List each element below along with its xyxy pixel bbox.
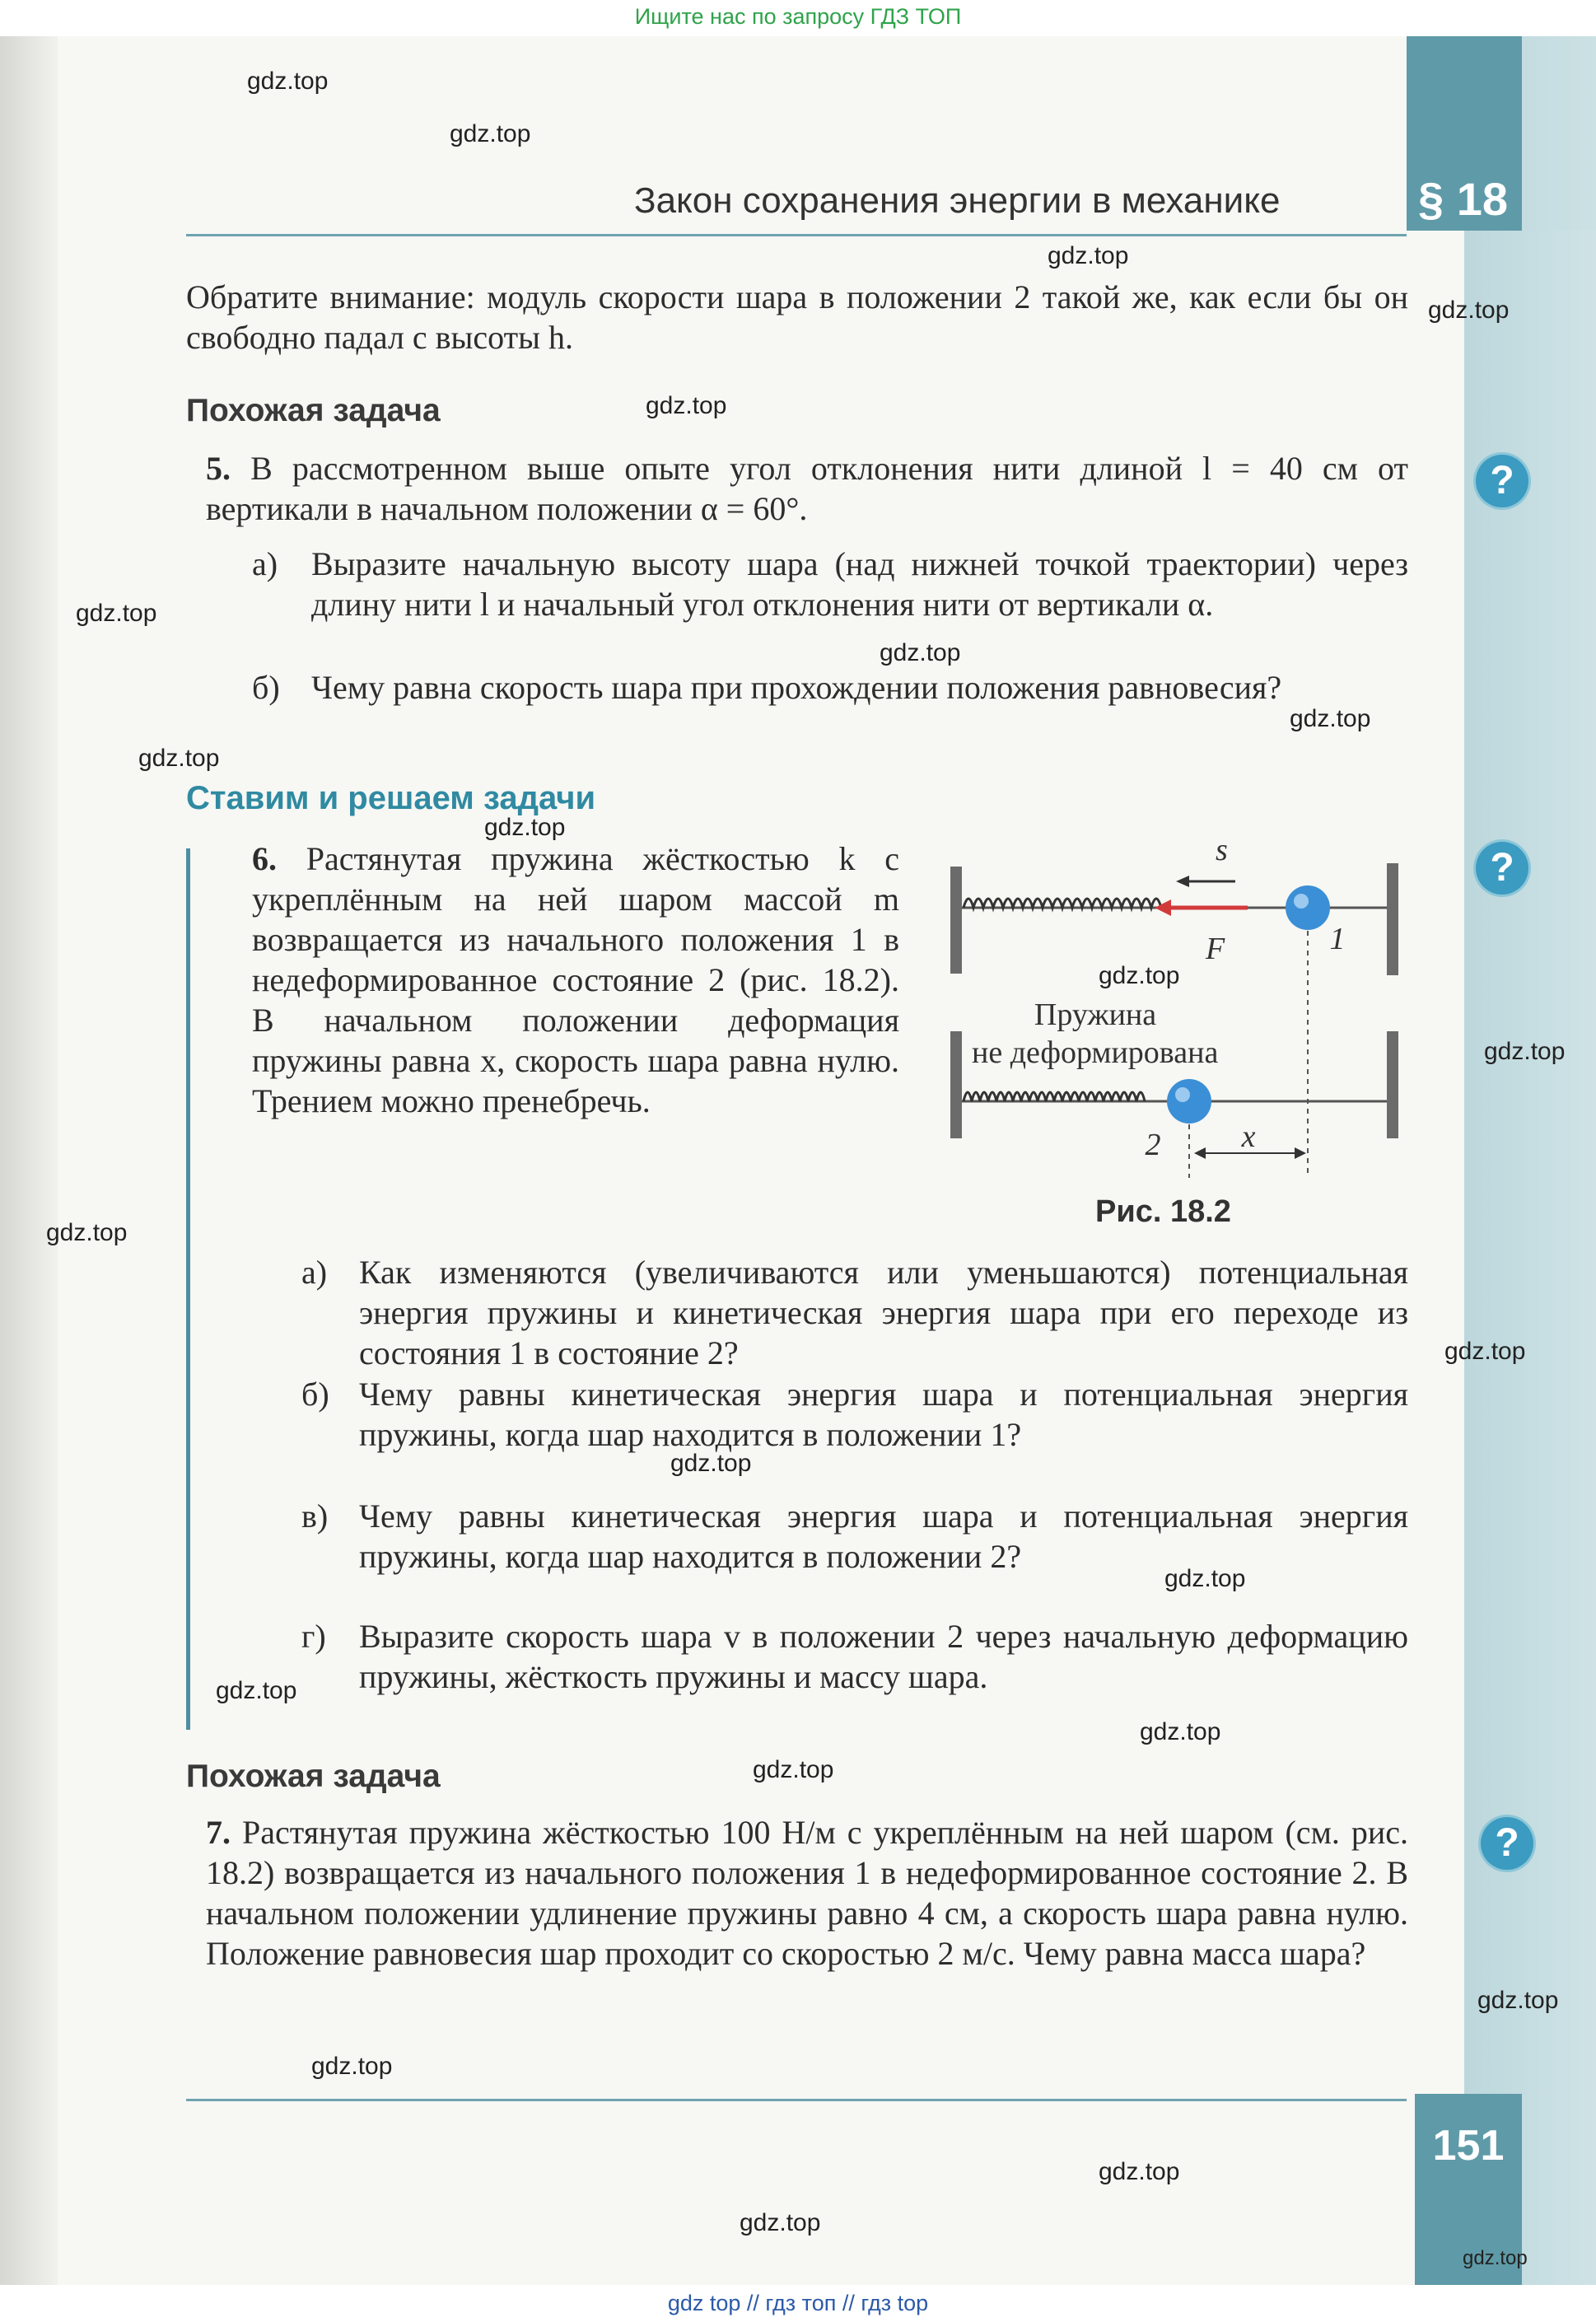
- question-icon: ?: [1476, 842, 1528, 895]
- vector-f-label: F⃗: [1206, 932, 1249, 966]
- task-6b-text: Чему равны кинетическая энергия шара и потенциальная энергия пружины, когда шар находится в положении 1?: [359, 1376, 1408, 1453]
- task-text: Растянутая пружина жёсткостью k с укреплённым на ней шаром массой m возвращается из начального положения 1 в недеформированное состояние 2 (рис. 18.2). В начальном положении деформация пружины равна x, скорость шара равна нулю. Трением можно пренебречь.: [252, 840, 899, 1119]
- spring-note-line1: Пружина: [1034, 997, 1157, 1032]
- watermark: gdz.top: [1164, 1565, 1246, 1592]
- vector-s-label: s⃗: [1216, 833, 1253, 867]
- watermark: gdz.top: [880, 639, 961, 666]
- watermark: gdz.top: [740, 2209, 821, 2236]
- watermark: gdz.top: [76, 600, 157, 627]
- position-2-label: 2: [1145, 1128, 1161, 1162]
- bottom-banner[interactable]: gdz top // гдз топ // гдз top: [667, 2291, 929, 2315]
- footer-divider: [186, 2099, 1407, 2101]
- subtask-label: б): [301, 1376, 329, 1413]
- figure-caption: Рис. 18.2: [1095, 1194, 1231, 1229]
- similar-task-heading: Похожая задача: [186, 1759, 441, 1794]
- task-number: 7.: [206, 1814, 231, 1851]
- task-6a-text: Как изменяются (увеличиваются или уменьшаются) потенциальная энергия пружины и кинетическая энергия шара при его переходе из состояния 1 в состояние 2?: [359, 1254, 1408, 1371]
- page-number: 151: [1432, 2122, 1505, 2170]
- watermark: gdz.top: [216, 1677, 297, 1704]
- watermark: gdz.top: [1484, 1038, 1566, 1065]
- page-gutter-shadow: [0, 36, 58, 2285]
- watermark: gdz.top: [1290, 705, 1371, 732]
- top-banner[interactable]: Ищите нас по запросу ГДЗ ТОП: [634, 4, 962, 29]
- subtask-label: а): [301, 1254, 328, 1291]
- spring-note-line2: не деформирована: [972, 1035, 1219, 1070]
- x-arrowhead-right: [1295, 1147, 1306, 1159]
- task-5: [206, 448, 1408, 529]
- right-wall-bottom: [1387, 1031, 1398, 1138]
- watermark: gdz.top: [46, 1219, 128, 1246]
- task-number: 5.: [206, 450, 231, 487]
- task-6c-text: Чему равны кинетическая энергия шара и потенциальная энергия пружины, когда шар находится в положении 2?: [359, 1497, 1408, 1575]
- task-7: [206, 1812, 1408, 1974]
- task-text: Растянутая пружина жёсткостью 100 Н/м с укреплённым на ней шаром (см. рис. 18.2) возвращается из начального положения 1 в недеформированное состояние 2. В начальном положении удлинение пружины равно 4 см, а скорость шара равна нулю. Положение равновесия шар проходит со скоростью 2 м/с. Чему равна масса шара?: [206, 1814, 1409, 1972]
- header-divider: [186, 234, 1407, 236]
- question-icon: ?: [1481, 1817, 1533, 1870]
- watermark: gdz.top: [1099, 2158, 1180, 2185]
- x-arrowhead-left: [1194, 1147, 1206, 1159]
- solve-heading: Ставим и решаем задачи: [186, 780, 596, 816]
- subtask-label: а): [252, 545, 278, 582]
- ball-highlight: [1175, 1087, 1190, 1102]
- watermark: gdz.top: [311, 2053, 393, 2080]
- task-5a-text: Выразите начальную высоту шара (над нижней точкой траектории) через длину нити l и начальный угол отклонения нити от вертикали α.: [311, 545, 1408, 623]
- ball-position-2: [1167, 1079, 1211, 1124]
- watermark: gdz.top: [1099, 962, 1180, 989]
- subtask-label: г): [301, 1618, 326, 1655]
- task-6: [252, 839, 899, 1121]
- watermark: gdz.top: [1428, 297, 1510, 324]
- watermark: gdz.top: [1444, 1338, 1526, 1365]
- displacement-arrowhead: [1176, 876, 1189, 887]
- ball-highlight: [1294, 894, 1309, 909]
- intro-paragraph: Обратите внимание: модуль скорости шара в положении 2 такой же, как если бы он свободно падал с высоты h.: [186, 278, 1408, 356]
- margin-strip: [1464, 231, 1596, 2285]
- watermark: gdz.top: [1463, 2247, 1528, 2269]
- watermark: gdz.top: [1140, 1718, 1221, 1745]
- watermark: gdz.top: [1477, 1987, 1559, 2014]
- task-5b-text: Чему равна скорость шара при прохождении положения равновесия?: [311, 669, 1282, 706]
- section-number: § 18: [1418, 173, 1508, 225]
- watermark: gdz.top: [450, 120, 531, 147]
- force-arrowhead: [1155, 899, 1171, 916]
- spring-stretched: [964, 899, 1161, 908]
- x-label: x: [1241, 1119, 1256, 1154]
- watermark: gdz.top: [484, 814, 566, 841]
- subtask-label: в): [301, 1497, 329, 1535]
- watermark: gdz.top: [670, 1450, 752, 1477]
- left-wall-bottom: [950, 1031, 962, 1138]
- watermark: gdz.top: [646, 392, 727, 419]
- task-text: В рассмотренном выше опыте угол отклонения нити длиной l = 40 см от вертикали в начальном положении α = 60°.: [206, 450, 1409, 527]
- spring-relaxed: [964, 1092, 1145, 1101]
- watermark: gdz.top: [247, 68, 329, 95]
- position-1-label: 1: [1329, 922, 1346, 956]
- question-icon: ?: [1476, 455, 1528, 507]
- watermark: gdz.top: [138, 745, 220, 772]
- right-wall-top: [1387, 863, 1398, 975]
- similar-task-heading: Похожая задача: [186, 393, 441, 428]
- task-block-bar: [186, 848, 190, 1730]
- page-title: Закон сохранения энергии в механике: [634, 180, 1281, 221]
- watermark: gdz.top: [753, 1756, 834, 1783]
- left-wall-top: [950, 867, 962, 974]
- task-6d-text: Выразите скорость шара v в положении 2 через начальную деформацию пружины, жёсткость пружины и массу шара.: [359, 1618, 1408, 1695]
- subtask-label: б): [252, 669, 280, 706]
- watermark: gdz.top: [1048, 242, 1129, 269]
- task-number: 6.: [252, 840, 277, 877]
